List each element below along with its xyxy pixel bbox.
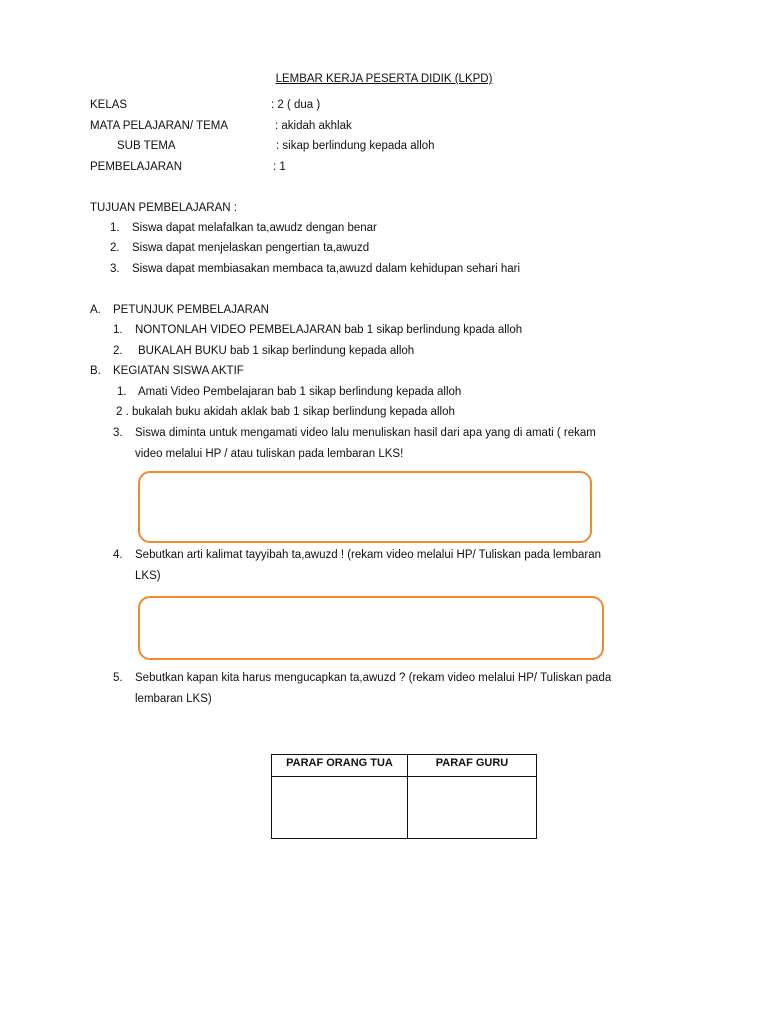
instruction-number: 1. bbox=[113, 324, 123, 336]
header-teacher-signature: PARAF GURU bbox=[408, 755, 537, 777]
parent-signature-cell[interactable] bbox=[272, 777, 408, 839]
identity-label-mapel: MATA PELAJARAN/ TEMA bbox=[90, 120, 229, 132]
objective-item: Siswa dapat menjelaskan pengertian ta,awuzd bbox=[132, 242, 370, 254]
identity-value-kelas: : 2 ( dua ) bbox=[271, 99, 321, 111]
objective-number: 3. bbox=[110, 263, 120, 275]
identity-label-kelas: KELAS bbox=[90, 99, 128, 111]
section-b-heading: KEGIATAN SISWA AKTIF bbox=[113, 365, 244, 377]
activity-item-line: LKS) bbox=[135, 570, 161, 582]
activity-item-line: Siswa diminta untuk mengamati video lalu menuliskan hasil dari apa yang di amati ( rekam bbox=[135, 427, 596, 439]
teacher-signature-cell[interactable] bbox=[408, 777, 537, 839]
activity-item: Amati Video Pembelajaran bab 1 sikap berlindung kepada alloh bbox=[138, 386, 462, 398]
identity-label-pembelajaran: PEMBELAJARAN bbox=[90, 161, 183, 173]
answer-box-1[interactable] bbox=[138, 471, 592, 543]
instruction-item: NONTONLAH VIDEO PEMBELAJARAN bab 1 sikap berlindung kpada alloh bbox=[135, 324, 523, 336]
objectives-heading: TUJUAN PEMBELAJARAN : bbox=[90, 202, 237, 214]
identity-value-mapel: : akidah akhlak bbox=[275, 120, 352, 132]
activity-item: 2 . bukalah buku akidah aklak bab 1 sikap berlindung kepada alloh bbox=[116, 406, 455, 418]
activity-item-line: video melalui HP / atau tuliskan pada lembaran LKS! bbox=[135, 448, 404, 460]
activity-number: 1. bbox=[117, 386, 127, 398]
objective-item: Siswa dapat membiasakan membaca ta,awuzd dalam kehidupan sehari hari bbox=[132, 263, 521, 275]
activity-number: 5. bbox=[113, 672, 123, 684]
activity-number: 3. bbox=[113, 427, 123, 439]
activity-item-line: lembaran LKS) bbox=[135, 693, 212, 705]
activity-item-line: Sebutkan arti kalimat tayyibah ta,awuzd ! (rekam video melalui HP/ Tuliskan pada lembaran bbox=[135, 549, 601, 561]
page-title: LEMBAR KERJA PESERTA DIDIK (LKPD) bbox=[275, 73, 493, 85]
activity-number: 4. bbox=[113, 549, 123, 561]
section-a-letter: A. bbox=[90, 304, 101, 316]
objective-item: Siswa dapat melafalkan ta,awudz dengan benar bbox=[132, 222, 377, 234]
instruction-number: 2. bbox=[113, 345, 123, 357]
objective-number: 1. bbox=[110, 222, 120, 234]
signature-table bbox=[271, 754, 537, 839]
activity-item-line: Sebutkan kapan kita harus mengucapkan ta,awuzd ? (rekam video melalui HP/ Tuliskan pada bbox=[135, 672, 612, 684]
section-a-heading: PETUNJUK PEMBELAJARAN bbox=[113, 304, 269, 316]
header-parent-signature: PARAF ORANG TUA bbox=[272, 755, 408, 777]
identity-value-subtema: : sikap berlindung kepada alloh bbox=[276, 140, 435, 152]
objective-number: 2. bbox=[110, 242, 120, 254]
section-b-letter: B. bbox=[90, 365, 101, 377]
identity-label-subtema: SUB TEMA bbox=[117, 140, 176, 152]
identity-value-pembelajaran: : 1 bbox=[273, 161, 286, 173]
instruction-item: BUKALAH BUKU bab 1 sikap berlindung kepada alloh bbox=[138, 345, 415, 357]
answer-box-2[interactable] bbox=[138, 596, 604, 660]
